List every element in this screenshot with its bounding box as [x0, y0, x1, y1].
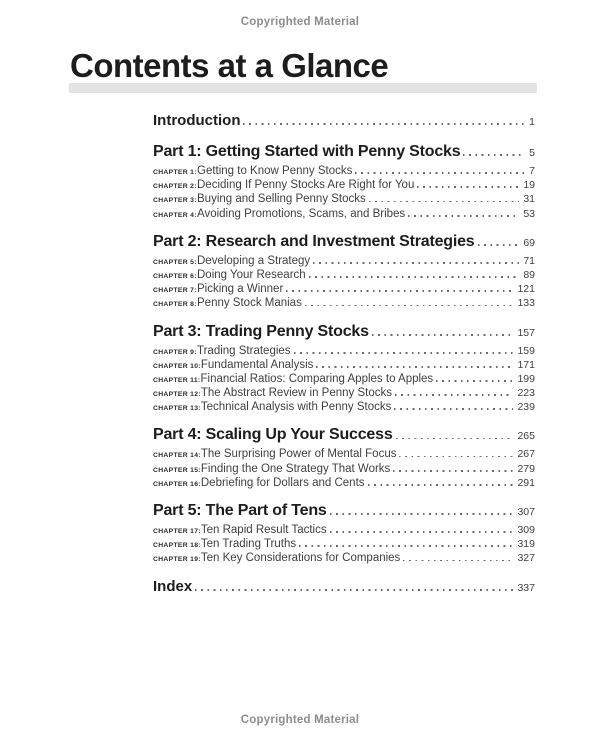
chapter-label: CHAPTER 8:: [153, 301, 197, 309]
chapter-page-number: 121: [517, 283, 535, 296]
dot-leader: [463, 154, 525, 156]
toc-entry-heading-row: [153, 233, 535, 252]
chapter-label: CHAPTER 9:: [153, 348, 197, 356]
chapter-page-number: 279: [517, 462, 535, 475]
dot-leader: [403, 560, 513, 562]
entry-label: Part 1: Getting Started with Penny Stocks: [153, 143, 461, 160]
chapter-row: [153, 476, 535, 490]
entry-page-number: 337: [517, 581, 535, 594]
chapter-label: CHAPTER 11:: [153, 376, 201, 384]
chapter-label: CHAPTER 2:: [153, 183, 197, 191]
chapter-title: Ten Rapid Result Tactics: [200, 524, 327, 536]
chapter-row: [153, 268, 535, 282]
toc-entry: [153, 323, 535, 415]
chapter-list: [153, 523, 535, 566]
chapter-row: [153, 537, 535, 551]
chapter-label: CHAPTER 15:: [153, 466, 201, 474]
entry-label: Index: [153, 577, 193, 595]
chapter-label: CHAPTER 12:: [153, 391, 201, 399]
chapter-row: [153, 164, 535, 178]
chapter-row: [153, 447, 535, 461]
entry-page-number: 1: [529, 116, 535, 128]
chapter-page-number: 239: [517, 401, 535, 414]
toc-entry-heading-row: [153, 426, 535, 445]
dot-leader: [355, 172, 525, 174]
toc-entry-heading-row: [153, 143, 535, 162]
chapter-label: CHAPTER 4:: [153, 211, 197, 219]
chapter-row: [153, 358, 535, 372]
dot-leader: [286, 290, 513, 292]
dot-leader: [372, 334, 514, 336]
dot-leader: [299, 545, 513, 547]
chapter-page-number: 223: [517, 387, 535, 400]
chapter-page-number: 133: [517, 297, 535, 310]
chapter-row: [153, 551, 535, 565]
dot-leader: [330, 531, 514, 533]
chapter-label: CHAPTER 1:: [153, 169, 197, 176]
chapter-title: The Surprising Power of Mental Focus: [200, 448, 397, 461]
chapter-label: CHAPTER 5:: [153, 258, 197, 266]
dot-leader: [316, 366, 513, 368]
chapter-label: CHAPTER 14:: [153, 452, 201, 460]
chapter-list: [153, 254, 535, 311]
dot-leader: [394, 408, 513, 410]
chapter-page-number: 327: [517, 552, 535, 565]
toc-entry: [153, 233, 535, 311]
chapter-label: CHAPTER 13:: [153, 405, 201, 413]
chapter-title: Deciding If Penny Stocks Are Right for You: [197, 179, 415, 192]
chapter-page-number: 291: [517, 476, 535, 489]
dot-leader: [436, 380, 513, 382]
chapter-title: Getting to Know Penny Stocks: [197, 165, 353, 177]
chapter-list: [153, 447, 535, 490]
dot-leader: [408, 215, 519, 217]
dot-leader: [393, 470, 513, 472]
dot-leader: [313, 262, 519, 264]
chapter-title: Debriefing for Dollars and Cents: [200, 476, 365, 489]
dot-leader: [309, 276, 520, 278]
chapter-row: [153, 192, 535, 206]
copyright-notice-top: Copyrighted Material: [240, 16, 360, 28]
chapter-title: Technical Analysis with Penny Stocks: [200, 401, 392, 414]
dot-leader: [396, 438, 514, 440]
toc: [153, 112, 535, 597]
dot-leader: [195, 589, 513, 591]
toc-entry: [153, 112, 535, 131]
chapter-row: [153, 282, 535, 296]
toc-entry: [153, 143, 535, 221]
toc-entry: [153, 502, 535, 566]
chapter-page-number: 171: [517, 358, 535, 371]
dot-leader: [368, 484, 514, 486]
chapter-title: Ten Key Considerations for Companies: [200, 552, 401, 565]
chapter-row: [153, 462, 535, 476]
dot-leader: [395, 394, 513, 396]
toc-entry-heading-row: [153, 323, 535, 342]
dot-leader: [478, 244, 520, 246]
copyright-notice-bottom: Copyrighted Material: [240, 714, 360, 726]
chapter-label: CHAPTER 19:: [153, 556, 201, 564]
entry-label: Part 3: Trading Penny Stocks: [153, 322, 369, 340]
chapter-page-number: 31: [523, 193, 535, 206]
chapter-title: Penny Stock Manias: [197, 297, 302, 310]
chapter-row: [153, 254, 535, 268]
toc-entry-heading-row: [153, 578, 535, 597]
chapter-label: CHAPTER 18:: [153, 542, 201, 550]
chapter-row: [153, 296, 535, 310]
chapter-title: Fundamental Analysis: [200, 358, 314, 371]
chapter-page-number: 7: [529, 165, 535, 177]
chapter-label: CHAPTER 16:: [153, 480, 201, 488]
entry-page-number: 69: [523, 236, 535, 249]
dot-leader: [369, 201, 520, 203]
chapter-row: [153, 207, 535, 221]
entry-label: Part 5: The Part of Tens: [153, 502, 327, 519]
dot-leader: [417, 186, 519, 188]
chapter-label: CHAPTER 7:: [153, 287, 197, 295]
chapter-page-number: 309: [517, 524, 535, 536]
entry-label: Part 2: Research and Investment Strategies: [153, 232, 475, 250]
toc-entry-heading-row: [153, 502, 535, 521]
chapter-row: [153, 386, 535, 400]
dot-leader: [294, 352, 514, 354]
chapter-row: [153, 178, 535, 192]
chapter-row: [153, 344, 535, 358]
dot-leader: [305, 305, 514, 307]
dot-leader: [243, 123, 525, 125]
chapter-label: CHAPTER 10:: [153, 362, 201, 370]
chapter-title: The Abstract Review in Penny Stocks: [200, 387, 392, 400]
chapter-page-number: 159: [517, 344, 535, 357]
chapter-title: Ten Trading Truths: [200, 538, 297, 551]
chapter-page-number: 199: [517, 372, 535, 385]
chapter-row: [153, 372, 535, 386]
chapter-page-number: 19: [523, 179, 535, 192]
chapter-title: Picking a Winner: [197, 283, 284, 296]
chapter-row: [153, 400, 535, 414]
chapter-page-number: 89: [523, 268, 535, 281]
entry-page-number: 5: [529, 147, 535, 159]
chapter-title: Doing Your Research: [197, 268, 306, 281]
chapter-label: CHAPTER 17:: [153, 528, 201, 535]
chapter-page-number: 267: [517, 448, 535, 461]
chapter-title: Trading Strategies: [197, 344, 291, 357]
chapter-title: Financial Ratios: Comparing Apples to Apples: [200, 372, 434, 385]
chapter-list: [153, 344, 535, 415]
chapter-row: [153, 523, 535, 537]
dot-leader: [399, 456, 513, 458]
entry-page-number: 157: [517, 326, 535, 339]
entry-page-number: 307: [517, 506, 535, 518]
chapter-title: Finding the One Strategy That Works: [200, 462, 391, 475]
chapter-page-number: 53: [523, 207, 535, 220]
chapter-page-number: 71: [523, 254, 535, 267]
chapter-list: [153, 164, 535, 221]
chapter-label: CHAPTER 3:: [153, 197, 197, 205]
entry-label: Introduction: [153, 112, 241, 129]
chapter-label: CHAPTER 6:: [153, 272, 197, 280]
chapter-title: Developing a Strategy: [197, 254, 311, 267]
chapter-title: Buying and Selling Penny Stocks: [197, 193, 366, 206]
entry-page-number: 265: [517, 430, 535, 443]
chapter-title: Avoiding Promotions, Scams, and Bribes: [197, 207, 406, 220]
toc-entry: [153, 426, 535, 490]
chapter-page-number: 319: [517, 538, 535, 551]
toc-entry: [153, 578, 535, 597]
entry-label: Part 4: Scaling Up Your Success: [153, 426, 393, 444]
toc-entry-heading-row: [153, 112, 535, 131]
page-title: Contents at a Glance: [70, 47, 389, 84]
dot-leader: [330, 513, 514, 515]
